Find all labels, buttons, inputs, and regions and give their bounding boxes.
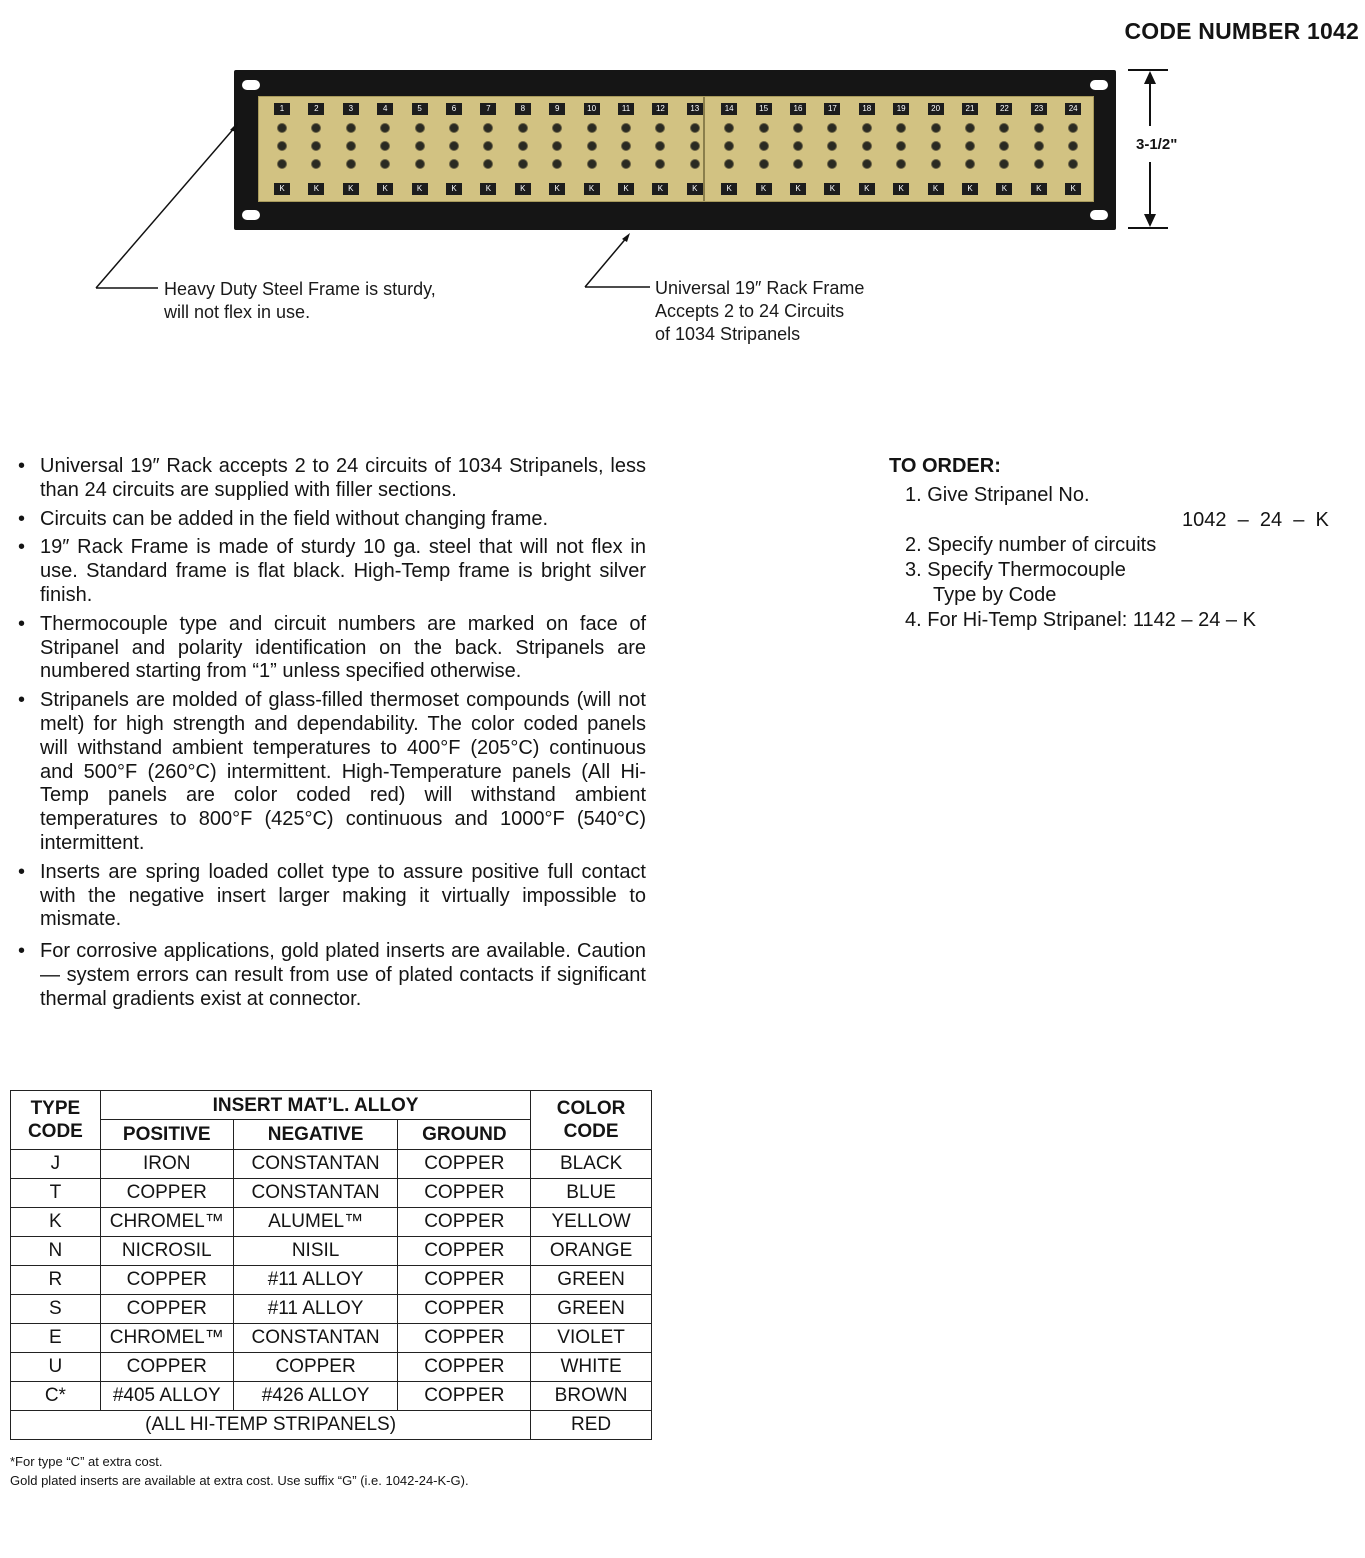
ground-cell: COPPER: [398, 1382, 531, 1411]
table-row: [11, 1208, 652, 1237]
feature-item: • Thermocouple type and circuit numbers are marked on face of Stripanel and polarity identification on the back. Stripanels are numbered starting from “1” unless specified otherwise.: [18, 613, 646, 684]
positive-cell: CHROMEL™: [100, 1324, 233, 1353]
color-code-cell: YELLOW: [531, 1208, 652, 1237]
feature-item: • Inserts are spring loaded collet type to assure positive full contact with the negative insert larger making it virtually impossible to mismate.: [18, 861, 646, 932]
positive-cell: COPPER: [100, 1266, 233, 1295]
ground-cell: COPPER: [398, 1179, 531, 1208]
table-row: [11, 1324, 652, 1353]
circuit-number-label: 21: [962, 103, 978, 115]
type-k-label: K: [859, 183, 875, 195]
color-code-cell: BROWN: [531, 1382, 652, 1411]
feature-item: • 19″ Rack Frame is made of sturdy 10 ga. steel that will not flex in use. Standard frame is flat black. High-Temp frame is bright silver finish.: [18, 536, 646, 607]
color-code-cell: BLACK: [531, 1150, 652, 1179]
height-dimension-label: 3-1/2": [1136, 136, 1178, 153]
to-order-heading: TO ORDER:: [889, 455, 1001, 477]
ground-cell: COPPER: [398, 1150, 531, 1179]
type-code-cell: C*: [11, 1382, 101, 1411]
order-step-3: 3. Specify Thermocouple: [905, 559, 1126, 581]
type-k-label: K: [652, 183, 668, 195]
negative-cell: #11 ALLOY: [233, 1266, 398, 1295]
hi-temp-row-color: RED: [531, 1411, 652, 1440]
callout-line: Heavy Duty Steel Frame is sturdy,: [164, 279, 436, 299]
header-text: TYPE: [30, 1098, 81, 1119]
type-k-label: K: [480, 183, 496, 195]
feature-item: • For corrosive applications, gold plated inserts are available. Caution — system errors can result from use of plated contacts if significant thermal gradients exist at connector.: [18, 940, 646, 1011]
type-k-label: K: [412, 183, 428, 195]
type-code-cell: N: [11, 1237, 101, 1266]
type-k-label: K: [1065, 183, 1081, 195]
type-code-cell: K: [11, 1208, 101, 1237]
hi-temp-row-label: (ALL HI-TEMP STRIPANELS): [11, 1411, 531, 1440]
type-k-label: K: [996, 183, 1012, 195]
header-positive: POSITIVE: [100, 1120, 233, 1150]
type-k-label: K: [790, 183, 806, 195]
type-code-cell: J: [11, 1150, 101, 1179]
order-step-1: 1. Give Stripanel No.: [905, 484, 1090, 506]
type-k-label: K: [824, 183, 840, 195]
type-code-cell: S: [11, 1295, 101, 1324]
callout-lines: [0, 0, 1365, 420]
type-k-label: K: [308, 183, 324, 195]
feature-item: • Universal 19″ Rack accepts 2 to 24 circuits of 1034 Stripanels, less than 24 circuits are supplied with filler sections.: [18, 455, 646, 503]
color-code-cell: VIOLET: [531, 1324, 652, 1353]
ground-cell: COPPER: [398, 1295, 531, 1324]
type-k-label: K: [584, 183, 600, 195]
type-code-cell: R: [11, 1266, 101, 1295]
ground-cell: COPPER: [398, 1266, 531, 1295]
circuit-number-label: 20: [928, 103, 944, 115]
circuit-number-label: 16: [790, 103, 806, 115]
circuit-number-label: 2: [308, 103, 324, 115]
circuit-number-label: 14: [721, 103, 737, 115]
thermocouple-type-table: [10, 1090, 652, 1440]
type-k-label: K: [515, 183, 531, 195]
type-code-cell: E: [11, 1324, 101, 1353]
header-negative: NEGATIVE: [233, 1120, 398, 1150]
callout-line: of 1034 Stripanels: [655, 324, 801, 344]
table-row: [11, 1150, 652, 1179]
positive-cell: COPPER: [100, 1295, 233, 1324]
code-number-title: CODE NUMBER 1042: [1124, 18, 1359, 44]
table-row: [11, 1179, 652, 1208]
footnote-type-c: *For type “C” at extra cost.: [10, 1454, 163, 1469]
table-row: [11, 1237, 652, 1266]
circuit-number-label: 13: [687, 103, 703, 115]
table-row: [11, 1266, 652, 1295]
positive-cell: COPPER: [100, 1353, 233, 1382]
circuit-number-label: 9: [549, 103, 565, 115]
color-code-cell: GREEN: [531, 1266, 652, 1295]
ground-cell: COPPER: [398, 1208, 531, 1237]
positive-cell: CHROMEL™: [100, 1208, 233, 1237]
circuit-number-label: 3: [343, 103, 359, 115]
type-k-label: K: [721, 183, 737, 195]
circuit-number-label: 5: [412, 103, 428, 115]
type-k-label: K: [549, 183, 565, 195]
ground-cell: COPPER: [398, 1237, 531, 1266]
circuit-number-label: 17: [824, 103, 840, 115]
circuit-number-label: 12: [652, 103, 668, 115]
color-code-cell: GREEN: [531, 1295, 652, 1324]
type-k-label: K: [377, 183, 393, 195]
type-k-label: K: [446, 183, 462, 195]
callout-line: will not flex in use.: [164, 302, 311, 322]
header-text: CODE: [27, 1121, 83, 1142]
type-k-label: K: [756, 183, 772, 195]
circuit-number-label: 7: [480, 103, 496, 115]
circuit-number-label: 11: [618, 103, 634, 115]
order-part-number: 1042 – 24 – K: [1182, 509, 1329, 531]
type-k-label: K: [962, 183, 978, 195]
negative-cell: ALUMEL™: [233, 1208, 398, 1237]
positive-cell: #405 ALLOY: [100, 1382, 233, 1411]
color-code-cell: BLUE: [531, 1179, 652, 1208]
callout-line: Universal 19″ Rack Frame: [655, 278, 865, 298]
type-code-cell: U: [11, 1353, 101, 1382]
order-step-2: 2. Specify number of circuits: [905, 534, 1157, 556]
order-step-4: 4. For Hi-Temp Stripanel: 1142 – 24 – K: [905, 609, 1256, 631]
callout-rack-frame: [655, 277, 864, 346]
type-k-label: K: [928, 183, 944, 195]
type-k-label: K: [1031, 183, 1047, 195]
circuit-number-label: 6: [446, 103, 462, 115]
circuit-number-label: 24: [1065, 103, 1081, 115]
circuit-number-label: 23: [1031, 103, 1047, 115]
positive-cell: IRON: [100, 1150, 233, 1179]
circuit-number-label: 8: [515, 103, 531, 115]
circuit-number-label: 18: [859, 103, 875, 115]
positive-cell: COPPER: [100, 1179, 233, 1208]
table-row: [11, 1353, 652, 1382]
type-k-label: K: [274, 183, 290, 195]
type-k-label: K: [893, 183, 909, 195]
header-ground: GROUND: [398, 1120, 531, 1150]
footnote-gold-plated: Gold plated inserts are available at extra cost. Use suffix “G” (i.e. 1042-24-K-G).: [10, 1473, 469, 1488]
circuit-number-label: 19: [893, 103, 909, 115]
negative-cell: #426 ALLOY: [233, 1382, 398, 1411]
type-k-label: K: [687, 183, 703, 195]
type-k-label: K: [618, 183, 634, 195]
negative-cell: CONSTANTAN: [233, 1179, 398, 1208]
feature-item: • Stripanels are molded of glass-filled thermoset compounds (will not melt) for high strength and dependability. The color coded panels will withstand ambient temperatures to 400°F (205°C) continuous and 500°F (260°C) intermittent. High-Temperature panels (All Hi-Temp panels are color coded red) will withstand ambient temperatures to 800°F (425°C) continuous and 1000°F (540°C) intermittent.: [18, 689, 646, 856]
negative-cell: #11 ALLOY: [233, 1295, 398, 1324]
callout-line: Accepts 2 to 24 Circuits: [655, 301, 845, 321]
callout-steel-frame: [164, 278, 436, 324]
negative-cell: NISIL: [233, 1237, 398, 1266]
positive-cell: NICROSIL: [100, 1237, 233, 1266]
header-type-code: [11, 1091, 101, 1150]
feature-list: [18, 455, 646, 1017]
ground-cell: COPPER: [398, 1353, 531, 1382]
circuit-number-label: 4: [377, 103, 393, 115]
header-insert-alloy: INSERT MAT’L. ALLOY: [100, 1091, 530, 1120]
header-text: COLOR: [556, 1098, 626, 1119]
header-text: CODE: [563, 1121, 619, 1142]
order-step-3-cont: Type by Code: [933, 584, 1057, 606]
circuit-number-label: 15: [756, 103, 772, 115]
header-color-code: [531, 1091, 652, 1150]
table-row: [11, 1295, 652, 1324]
ground-cell: COPPER: [398, 1324, 531, 1353]
circuit-number-label: 1: [274, 103, 290, 115]
circuit-number-label: 10: [584, 103, 600, 115]
circuit-number-label: 22: [996, 103, 1012, 115]
color-code-cell: WHITE: [531, 1353, 652, 1382]
table-row: [11, 1382, 652, 1411]
type-code-cell: T: [11, 1179, 101, 1208]
negative-cell: CONSTANTAN: [233, 1324, 398, 1353]
negative-cell: COPPER: [233, 1353, 398, 1382]
negative-cell: CONSTANTAN: [233, 1150, 398, 1179]
feature-item: • Circuits can be added in the field without changing frame.: [18, 508, 646, 532]
color-code-cell: ORANGE: [531, 1237, 652, 1266]
type-k-label: K: [343, 183, 359, 195]
